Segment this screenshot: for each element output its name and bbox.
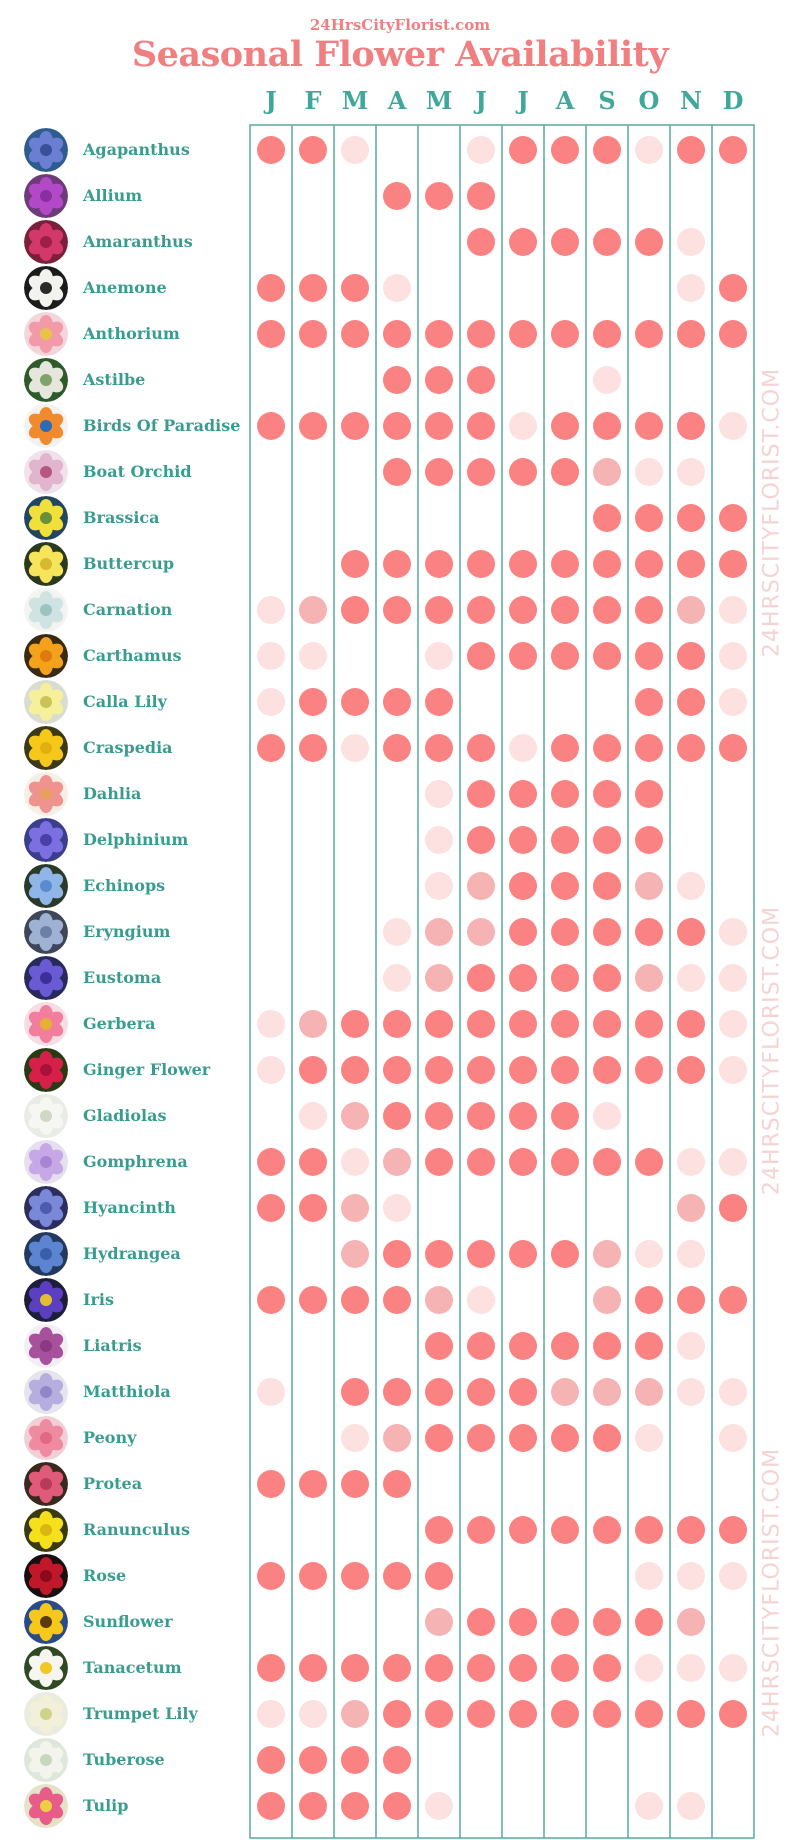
astilbe-icon (24, 358, 68, 402)
amaranthus-icon (24, 220, 68, 264)
matthiola-icon (24, 1370, 68, 1414)
ginger-flower-icon (24, 1048, 68, 1092)
buttercup-icon (24, 542, 68, 586)
flower-name: Astilbe (83, 370, 146, 389)
ranunculus-icon (24, 1508, 68, 1552)
month-label: N (680, 86, 702, 115)
trumpet-lily-icon (24, 1692, 68, 1736)
rose-icon (24, 1554, 68, 1598)
protea-icon (24, 1462, 68, 1506)
hyacinth-icon (24, 1186, 68, 1230)
tanacetum-icon (24, 1646, 68, 1690)
dahlia-icon (24, 772, 68, 816)
carnation-icon (24, 588, 68, 632)
page-title: Seasonal Flower Availability (131, 34, 669, 75)
flower-name: Trumpet Lily (83, 1704, 198, 1723)
flower-name: Tanacetum (83, 1658, 182, 1677)
flower-name: Gladiolas (83, 1106, 167, 1125)
flower-name: Gomphrena (83, 1152, 188, 1171)
gerbera-icon (24, 1002, 68, 1046)
flower-name: Boat Orchid (83, 462, 192, 481)
craspedia-icon (24, 726, 68, 770)
eryngium-icon (24, 910, 68, 954)
flower-name: Carnation (83, 600, 173, 619)
month-label: S (598, 86, 616, 115)
flower-name: Agapanthus (83, 140, 190, 159)
flower-name: Eustoma (83, 968, 162, 987)
flower-name: Birds Of Paradise (83, 416, 241, 435)
month-label: O (638, 86, 660, 115)
delphinium-icon (24, 818, 68, 862)
allium-icon (24, 174, 68, 218)
flower-name: Allium (83, 186, 143, 205)
watermark-middle: 24HRSCITYFLORIST.COM (759, 905, 785, 1196)
flower-name: Dahlia (83, 784, 142, 803)
month-label: J (475, 86, 487, 115)
month-label: A (387, 86, 407, 115)
peony-icon (24, 1416, 68, 1460)
flower-name: Delphinium (83, 830, 189, 849)
flower-name: Iris (83, 1290, 114, 1309)
bird-of-paradise-icon (24, 404, 68, 448)
sunflower-icon (24, 1600, 68, 1644)
flower-name: Ranunculus (83, 1520, 191, 1539)
month-label: F (304, 86, 322, 115)
flower-name: Protea (83, 1474, 143, 1493)
flower-name: Gerbera (83, 1014, 156, 1033)
flower-name: Sunflower (83, 1612, 173, 1631)
month-label: M (341, 86, 369, 115)
month-label: J (517, 86, 529, 115)
boat-orchid-icon (24, 450, 68, 494)
agapanthus-icon (24, 128, 68, 172)
month-label: D (722, 86, 744, 115)
flower-name: Buttercup (83, 554, 175, 573)
flower-name: Hydrangea (83, 1244, 181, 1263)
anemone-icon (24, 266, 68, 310)
carthamus-icon (24, 634, 68, 678)
month-label: A (555, 86, 575, 115)
watermark-bottom: 24HRSCITYFLORIST.COM (759, 1447, 785, 1738)
month-label: M (425, 86, 453, 115)
flower-name: Brassica (83, 508, 160, 527)
flower-name: Craspedia (83, 738, 173, 757)
flower-name: Eryngium (83, 922, 171, 941)
echinops-icon (24, 864, 68, 908)
anthurium-icon (24, 312, 68, 356)
flower-name: Liatris (83, 1336, 142, 1355)
flower-name: Echinops (83, 876, 166, 895)
gomphrena-icon (24, 1140, 68, 1184)
flower-name: Ginger Flower (83, 1060, 211, 1079)
flower-name: Rose (83, 1566, 127, 1585)
flower-name: Carthamus (83, 646, 182, 665)
calla-lily-icon (24, 680, 68, 724)
eustoma-icon (24, 956, 68, 1000)
hydrangea-icon (24, 1232, 68, 1276)
tulip-icon (24, 1784, 68, 1828)
watermark-top: 24HRSCITYFLORIST.COM (759, 367, 785, 658)
flower-name: Calla Lily (83, 692, 167, 711)
flower-name: Tuberose (83, 1750, 165, 1769)
gladiolus-icon (24, 1094, 68, 1138)
flower-name: Peony (83, 1428, 137, 1447)
flower-name: Anemone (83, 278, 167, 297)
liatris-icon (24, 1324, 68, 1368)
site-name: 24HrsCityFlorist.com (309, 16, 491, 34)
flower-name: Tulip (83, 1796, 129, 1815)
month-label: J (265, 86, 277, 115)
brassica-icon (24, 496, 68, 540)
iris-icon (24, 1278, 68, 1322)
flower-name: Anthorium (83, 324, 180, 343)
flower-name: Matthiola (83, 1382, 171, 1401)
flower-name: Amaranthus (83, 232, 193, 251)
flower-name: Hyancinth (83, 1198, 176, 1217)
tuberose-icon (24, 1738, 68, 1782)
